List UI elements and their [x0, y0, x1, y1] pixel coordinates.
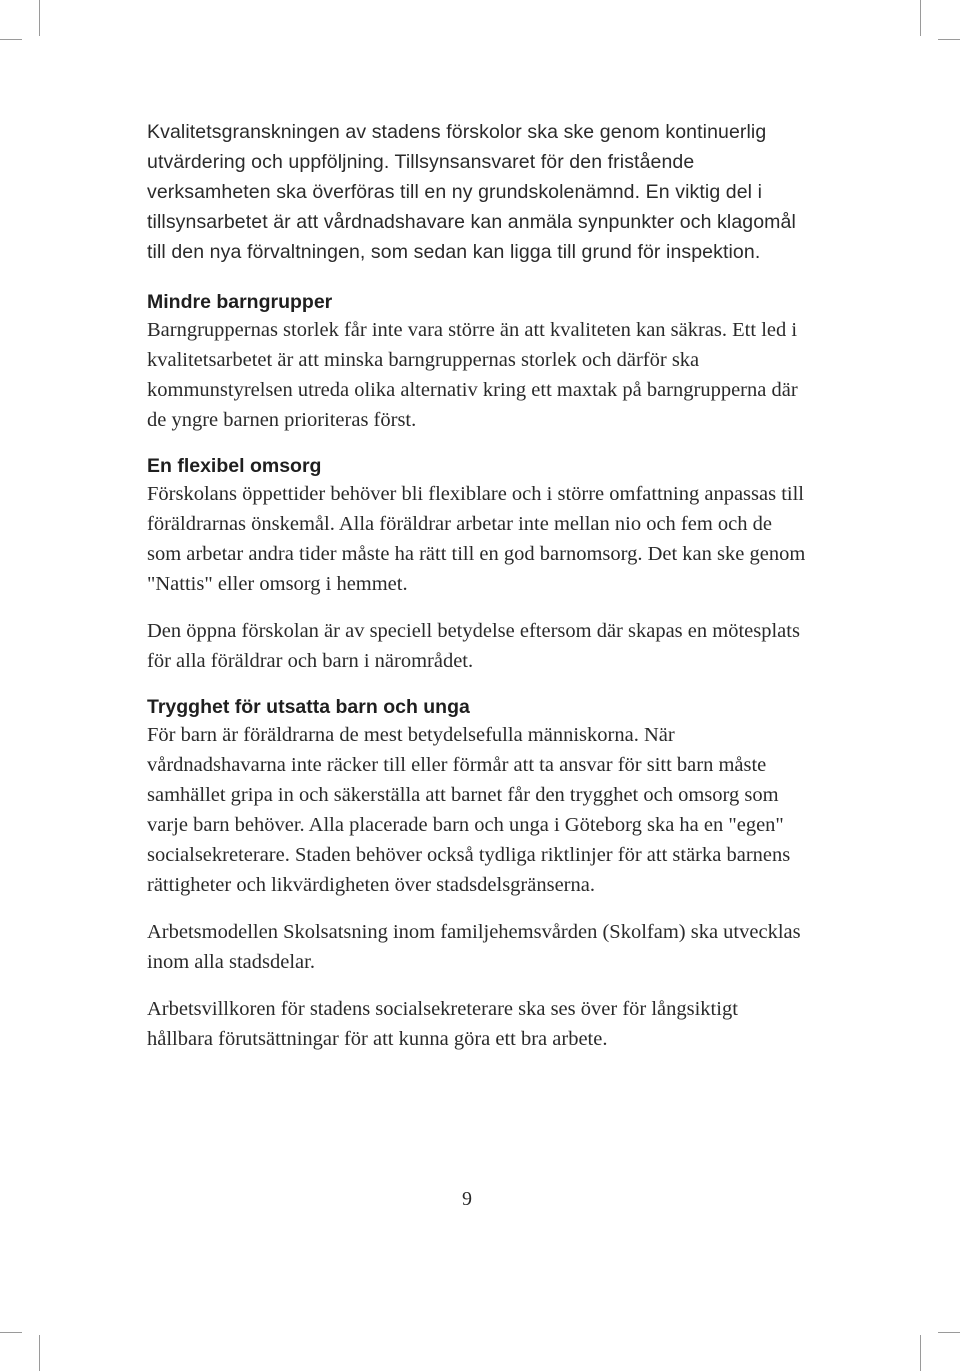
section-heading: En flexibel omsorg [147, 455, 322, 477]
crop-mark-top-left [39, 0, 40, 36]
section-paragraph: Barngruppernas storlek får inte vara större än att kvaliteten kan säkras. Ett led i kvalitetsarbetet är att minska barngruppernas storlek och därför ska kommunstyrelsen utreda olika alternativ kring ett maxtak på barngrupperna där de yngre barnen prioriteras först. [147, 319, 798, 431]
section-paragraph: Den öppna förskolan är av speciell betydelse eftersom där skapas en mötesplats för alla föräldrar och barn i närområdet. [147, 620, 800, 672]
crop-mark-bottom-right-h [938, 1332, 960, 1333]
crop-mark-top-right [920, 0, 921, 36]
section-trygghet [147, 694, 807, 1054]
section-paragraph: Förskolans öppettider behöver bli flexiblare och i större omfattning anpassas till föräldrarnas önskemål. Alla föräldrar arbetar inte mellan nio och fem och de som arbetar andra tider måste ha rätt till en god barnomsorg. Det kan ske genom "Nattis" eller omsorg i hemmet. [147, 483, 806, 595]
crop-mark-top-right-h [938, 39, 960, 40]
page-number: 9 [462, 1188, 472, 1210]
crop-mark-bottom-left [39, 1335, 40, 1371]
section-mindre-barngrupper [147, 289, 807, 435]
page-content [147, 117, 807, 1072]
section-paragraph: Arbetsvillkoren för stadens socialsekreterare ska ses över för långsiktigt hållbara förutsättningar för att kunna göra ett bra arbete. [147, 998, 738, 1050]
crop-mark-bottom-left-h [0, 1332, 22, 1333]
section-en-flexibel-omsorg [147, 453, 807, 676]
section-heading: Mindre barngrupper [147, 291, 333, 313]
intro-text: Kvalitetsgranskningen av stadens förskolor ska ske genom kontinuerlig utvärdering och uppföljning. Tillsynsansvaret för den fristående verksamheten ska överföras till en ny grundskolenämnd. En viktig del i tillsynsarbetet är att vårdnadshavare kan anmäla synpunkter och klagomål till den nya förvaltningen, som sedan kan ligga till grund för inspektion. [147, 121, 796, 263]
crop-mark-bottom-right [920, 1335, 921, 1371]
section-paragraph: Arbetsmodellen Skolsatsning inom familjehemsvården (Skolfam) ska utvecklas inom alla stadsdelar. [147, 921, 801, 973]
crop-mark-top-left-h [0, 39, 22, 40]
intro-paragraph [147, 117, 807, 267]
section-heading: Trygghet för utsatta barn och unga [147, 696, 470, 718]
section-paragraph: För barn är föräldrarna de mest betydelsefulla människorna. När vårdnadshavarna inte räcker till eller förmår att ta ansvar för sitt barn måste samhället gripa in och säkerställa att barnet får den trygghet och omsorg som varje barn behöver. Alla placerade barn och unga i Göteborg ska ha en "egen" socialsekreterare. Staden behöver också tydliga riktlinjer för att stärka barnens rättigheter och likvärdigheten över stadsdelsgränserna. [147, 724, 791, 896]
